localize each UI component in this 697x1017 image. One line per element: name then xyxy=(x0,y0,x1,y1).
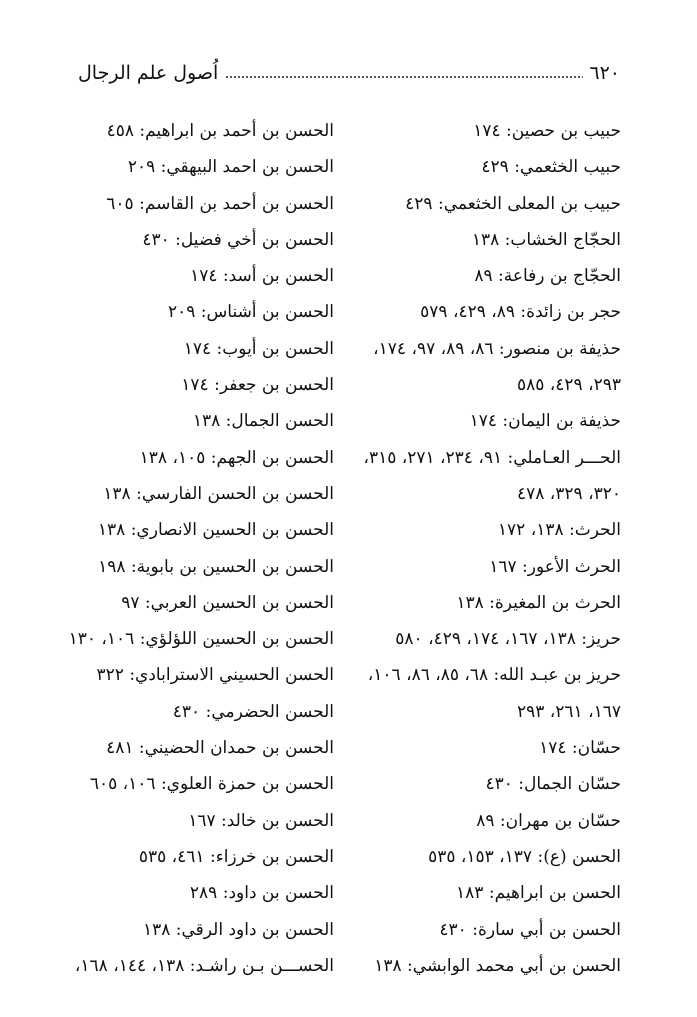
index-entry: حبيب الخثعمي: ٤٢٩ xyxy=(481,157,621,178)
index-entry: ٢٩٣، ٤٢٩، ٥٨٥ xyxy=(517,375,621,396)
index-entry: الحسن بن حمدان الحضيني: ٤٨١ xyxy=(106,738,334,759)
index-entry: الحسن بن الحسين اللؤلؤي: ١٠٦، ١٣٠ xyxy=(68,629,334,650)
index-entry: الحسن بن أخي فضيل: ٤٣٠ xyxy=(142,229,334,250)
index-entry: الحـــر العـاملي: ٩١، ٢٣٤، ٢٧١، ٣١٥، xyxy=(363,447,621,468)
index-entry: حذيفة بن منصور: ٨٦، ٨٩، ٩٧، ١٧٤، xyxy=(373,338,621,359)
index-entry: الحسن بن أبي سارة: ٤٣٠ xyxy=(439,919,621,940)
index-entry: الحسن بن أحمد بن ابراهيم: ٤٥٨ xyxy=(106,121,334,141)
index-entry: الحسن بن جعفر: ١٧٤ xyxy=(181,375,334,396)
index-entry: الحسن بن داود الرقي: ١٣٨ xyxy=(142,919,334,940)
index-entry: حسّان بن مهران: ٨٩ xyxy=(476,810,621,831)
index-entry: حذيفة بن اليمان: ١٧٤ xyxy=(469,411,621,432)
index-entry: حريز: ١٣٨، ١٦٧، ١٧٤، ٤٢٩، ٥٨٠ xyxy=(395,629,621,650)
index-entry: حجر بن زائدة: ٨٩، ٤٢٩، ٥٧٩ xyxy=(420,302,621,323)
index-entry: الحســـن بـن راشـد: ١٣٨، ١٤٤، ١٦٨، xyxy=(74,955,334,976)
index-entry: الحجّاج الخشاب: ١٣٨ xyxy=(471,229,621,250)
index-entry: الحسن بن ابراهيم: ١٨٣ xyxy=(456,883,621,904)
index-entry: حبيب بن المعلى الخثعمي: ٤٢٩ xyxy=(405,193,621,214)
running-title: اُصول علم الرجال xyxy=(78,62,224,84)
index-entry: ١٦٧، ٢٦١، ٢٩٣ xyxy=(517,701,621,722)
index-entry: الحسن بن حمزة العلوي: ١٠٦، ٦٠٥ xyxy=(89,774,334,795)
index-entry: الحسن بن احمد البيهقي: ٢٠٩ xyxy=(127,157,334,178)
index-entry: الحسن الحسيني الاسترابادي: ٣٢٢ xyxy=(96,665,334,686)
index-entry: الحجّاج بن رفاعة: ٨٩ xyxy=(474,266,621,287)
index-entry: حريز بن عبـد الله: ٦٨، ٨٥، ٨٦، ١٠٦، xyxy=(367,665,621,686)
index-entry: الحسن بن أبي محمد الوابشي: ١٣٨ xyxy=(374,955,621,976)
index-entry: حسّان: ١٧٤ xyxy=(539,738,621,759)
index-entry: الحسن بن أحمد بن القاسم: ٦٠٥ xyxy=(106,193,334,214)
index-entry: الحسن بن الحسين العربي: ٩٧ xyxy=(121,592,334,613)
index-entry: الحسن بن أسد: ١٧٤ xyxy=(190,266,334,287)
index-entry: الحسن بن الحسين بن بابوية: ١٩٨ xyxy=(98,556,334,577)
index-entry: الحرث الأعور: ١٦٧ xyxy=(489,556,621,577)
index-column-second xyxy=(68,113,334,984)
page-header xyxy=(78,62,620,92)
index-entry: الحسن الجمال: ١٣٨ xyxy=(192,411,334,432)
index-entry: الحسن بن الحسين الانصاري: ١٣٨ xyxy=(97,520,334,541)
index-entry: الحسن بن الجهم: ١٠٥، ١٣٨ xyxy=(139,447,334,468)
index-entry: الحسن (ع): ١٣٧، ١٥٣، ٥٣٥ xyxy=(428,846,621,867)
index-entry: حسّان الجمال: ٤٣٠ xyxy=(485,774,621,795)
index-entry: ٣٢٠، ٣٢٩، ٤٧٨ xyxy=(517,483,621,504)
index-column-first xyxy=(356,113,621,984)
index-entry: الحسن بن خالد: ١٦٧ xyxy=(188,810,334,831)
index-entry: الحرث بن المغيرة: ١٣٨ xyxy=(456,592,621,613)
index-entry: الحرث: ١٣٨، ١٧٢ xyxy=(497,520,621,541)
page-number: ٦٢٠ xyxy=(583,62,620,84)
index-entry: حبيب بن حصين: ١٧٤ xyxy=(473,121,621,141)
index-entry: الحسن الحضرمي: ٤٣٠ xyxy=(172,701,334,722)
index-entry: الحسن بن أشناس: ٢٠٩ xyxy=(167,302,334,323)
index-entry: الحسن بن الحسن الفارسي: ١٣٨ xyxy=(103,483,334,504)
index-entry: الحسن بن داود: ٢٨٩ xyxy=(189,883,334,904)
index-entry: الحسن بن أيوب: ١٧٤ xyxy=(183,338,334,359)
index-entry: الحسن بن خرزاء: ٤٦١، ٥٣٥ xyxy=(138,846,334,867)
